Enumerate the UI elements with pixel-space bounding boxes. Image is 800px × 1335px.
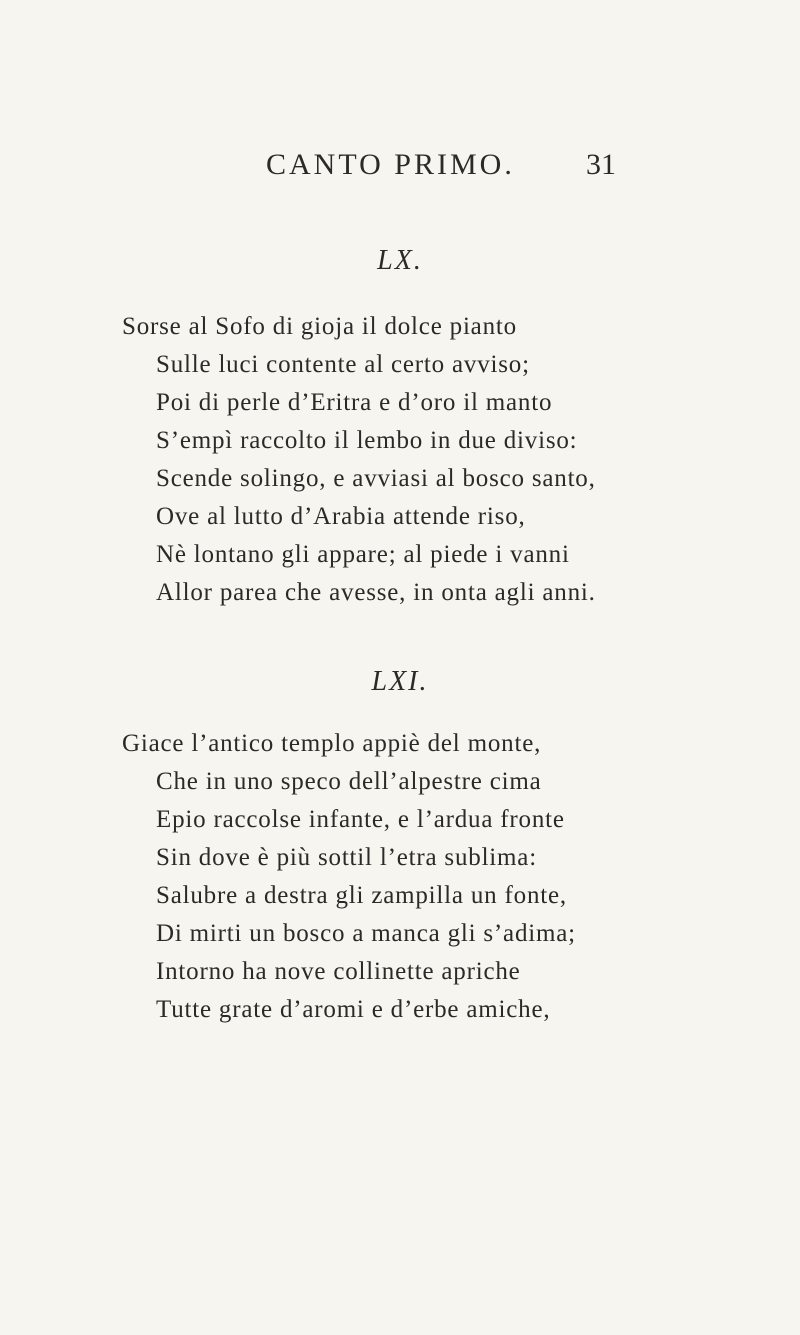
- verse-line: Tutte grate d’aromi e d’erbe amiche,: [156, 996, 551, 1023]
- running-head: [0, 148, 800, 188]
- verse-line: Allor parea che avesse, in onta agli anni.: [156, 579, 596, 606]
- verse-line: Che in uno speco dell’alpestre cima: [156, 768, 542, 795]
- stanza-number: LX.: [377, 245, 423, 276]
- verse-line: Intorno ha nove collinette apriche: [156, 958, 521, 985]
- verse-line: Ove al lutto d’Arabia attende riso,: [156, 503, 526, 530]
- stanza-number: LXI.: [371, 666, 429, 697]
- verse-line: Sorse al Sofo di gioja il dolce pianto: [122, 313, 517, 340]
- running-title: CANTO PRIMO.: [266, 148, 515, 181]
- verse-line: S’empì raccolto il lembo in due diviso:: [156, 427, 578, 454]
- verse-line: Poi di perle d’Eritra e d’oro il manto: [156, 389, 553, 416]
- verse-line: Di mirti un bosco a manca gli s’adima;: [156, 920, 576, 947]
- page-number: 31: [586, 148, 616, 181]
- verse-line: Epio raccolse infante, e l’ardua fronte: [156, 806, 565, 833]
- verse-line: Giace l’antico templo appiè del monte,: [122, 730, 542, 757]
- verse-line: Sulle luci contente al certo avviso;: [156, 351, 530, 378]
- verse-line: Nè lontano gli appare; al piede i vanni: [156, 541, 570, 568]
- verse-line: Scende solingo, e avviasi al bosco santo,: [156, 465, 596, 492]
- verse-line: Sin dove è più sottil l’etra sublima:: [156, 844, 537, 871]
- verse-line: Salubre a destra gli zampilla un fonte,: [156, 882, 567, 909]
